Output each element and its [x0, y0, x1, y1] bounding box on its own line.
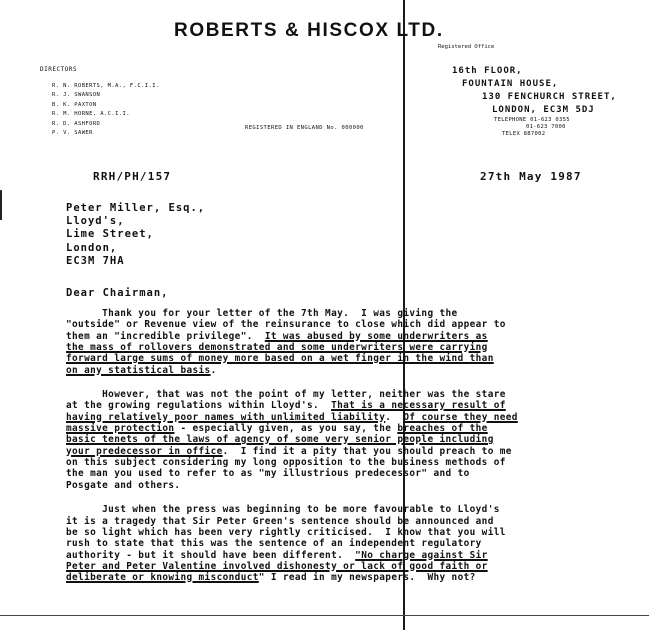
address-caption: Registered Office — [438, 44, 495, 50]
body-line — [66, 527, 586, 538]
body-text: at the growing regulations within Lloyd's. — [66, 400, 332, 412]
body-text: . — [385, 411, 404, 423]
directors-heading: DIRECTORS — [40, 66, 78, 73]
body-line — [66, 446, 586, 457]
directors-list — [52, 82, 160, 138]
underlined-text: It was abused by some underwriters as — [264, 330, 488, 342]
letter-body — [66, 308, 586, 597]
phone-line: TELEX 887002 — [502, 131, 546, 138]
body-line — [66, 308, 586, 319]
recipient-line: London, — [66, 241, 118, 254]
body-line — [66, 468, 586, 479]
body-line — [66, 480, 586, 491]
director-name: R. D. ASHFORD — [52, 120, 101, 127]
body-text: . — [210, 364, 217, 376]
underlined-text: "No charge against Sir — [355, 549, 488, 561]
director-name: P. V. SAWER — [52, 130, 93, 137]
body-text: authority - but it should have been different. — [66, 549, 356, 561]
body-paragraph — [66, 389, 586, 491]
address-line: 130 FENCHURCH STREET, — [482, 92, 617, 102]
salutation: Dear Chairman, — [66, 287, 169, 299]
underlined-text: massive protection — [66, 423, 175, 435]
director-name: B. K. PAXTON — [52, 101, 97, 108]
address-line: LONDON, EC3M 5DJ — [492, 105, 595, 115]
body-paragraph — [66, 308, 586, 376]
body-line — [66, 389, 586, 400]
letter-reference: RRH/PH/157 — [93, 170, 172, 183]
recipient-line: Lime Street, — [66, 228, 154, 241]
company-address — [448, 65, 617, 117]
body-line — [66, 342, 586, 353]
underlined-text: having relatively poor names with unlimited liability — [66, 411, 386, 423]
underlined-text: That is a necessary result of — [331, 400, 506, 412]
underlined-text: Of course they need — [403, 411, 518, 423]
registration-note: REGISTERED IN ENGLAND No. 000000 — [245, 125, 364, 131]
address-line: FOUNTAIN HOUSE, — [462, 79, 559, 89]
body-line — [66, 457, 586, 468]
body-paragraph — [66, 504, 586, 583]
body-line — [66, 538, 586, 549]
phone-line: TELEPHONE 01-623 0355 — [494, 117, 570, 123]
body-text: rush to state that this was the sentence of an independent regulatory — [66, 538, 482, 550]
underlined-text: your predecessor in office — [66, 445, 223, 457]
letter-date: 27th May 1987 — [480, 170, 582, 183]
body-text: on this subject considering my long opposition to the business methods of — [66, 457, 506, 469]
body-line — [66, 434, 586, 445]
body-text: However, that was not the point of my letter, neither was the stare — [66, 389, 506, 401]
body-text: it is a tragedy that Sir Peter Green's sentence should be announced and — [66, 515, 494, 527]
body-line — [66, 423, 586, 434]
underlined-text: the mass of rollovers demonstrated and some underwriters were carrying — [66, 342, 488, 354]
underlined-text: forward large sums of money more based on a wet finger in the wind than — [66, 353, 494, 365]
body-line — [66, 550, 586, 561]
body-line — [66, 561, 586, 572]
body-line — [66, 516, 586, 527]
scan-crease-horizontal — [0, 615, 649, 616]
recipient-line: Lloyd's, — [66, 215, 125, 228]
underlined-text: Peter and Peter Valentine involved dishonesty or lack of good faith or — [66, 560, 488, 572]
body-line — [66, 412, 586, 423]
body-line — [66, 400, 586, 411]
body-text: - especially given, as you say, the — [174, 423, 398, 435]
punch-hole-mark — [0, 190, 10, 220]
body-line — [66, 319, 586, 330]
recipient-line: EC3M 7HA — [66, 254, 125, 267]
body-line — [66, 572, 586, 583]
director-name: R. J. SWANSON — [52, 92, 101, 99]
body-text: be so light which has been very rightly criticised. I know that you will — [66, 526, 506, 538]
underlined-text: breaches of the — [397, 423, 488, 435]
address-line: 16th FLOOR, — [452, 66, 523, 76]
body-text: " I read in my newspapers. Why not? — [258, 572, 476, 584]
body-line — [66, 365, 586, 376]
body-text: Thank you for your letter of the 7th May. I was giving the — [66, 308, 458, 319]
director-name: R. M. HORNE, A.C.I.I. — [52, 111, 130, 118]
recipient-address — [66, 202, 205, 268]
body-line — [66, 353, 586, 364]
underlined-text: on any statistical basis — [66, 364, 211, 376]
body-text: . I find it a pity that you should preach to me — [222, 445, 512, 457]
body-text: them an "incredible privilege". — [66, 330, 265, 342]
body-text: Just when the press was beginning to be more favourable to Lloyd's — [66, 504, 500, 516]
recipient-line: Peter Miller, Esq., — [66, 202, 206, 214]
body-line — [66, 504, 586, 515]
phone-line: 01-623 7000 — [526, 124, 566, 131]
body-text: Posgate and others. — [66, 479, 181, 491]
body-line — [66, 331, 586, 342]
body-text: the man you used to refer to as "my illustrious predecessor" and to — [66, 468, 470, 480]
underlined-text: deliberate or knowing misconduct — [66, 572, 259, 584]
body-text: "outside" or Revenue view of the reinsurance to close which did appear to — [66, 319, 506, 331]
director-name: R. N. ROBERTS, M.A., F.C.I.I. — [52, 83, 160, 89]
underlined-text: basic tenets of the laws of agency of some very senior people including — [66, 434, 494, 446]
contact-numbers — [494, 117, 570, 139]
company-name: ROBERTS & HISCOX LTD. — [174, 20, 444, 41]
